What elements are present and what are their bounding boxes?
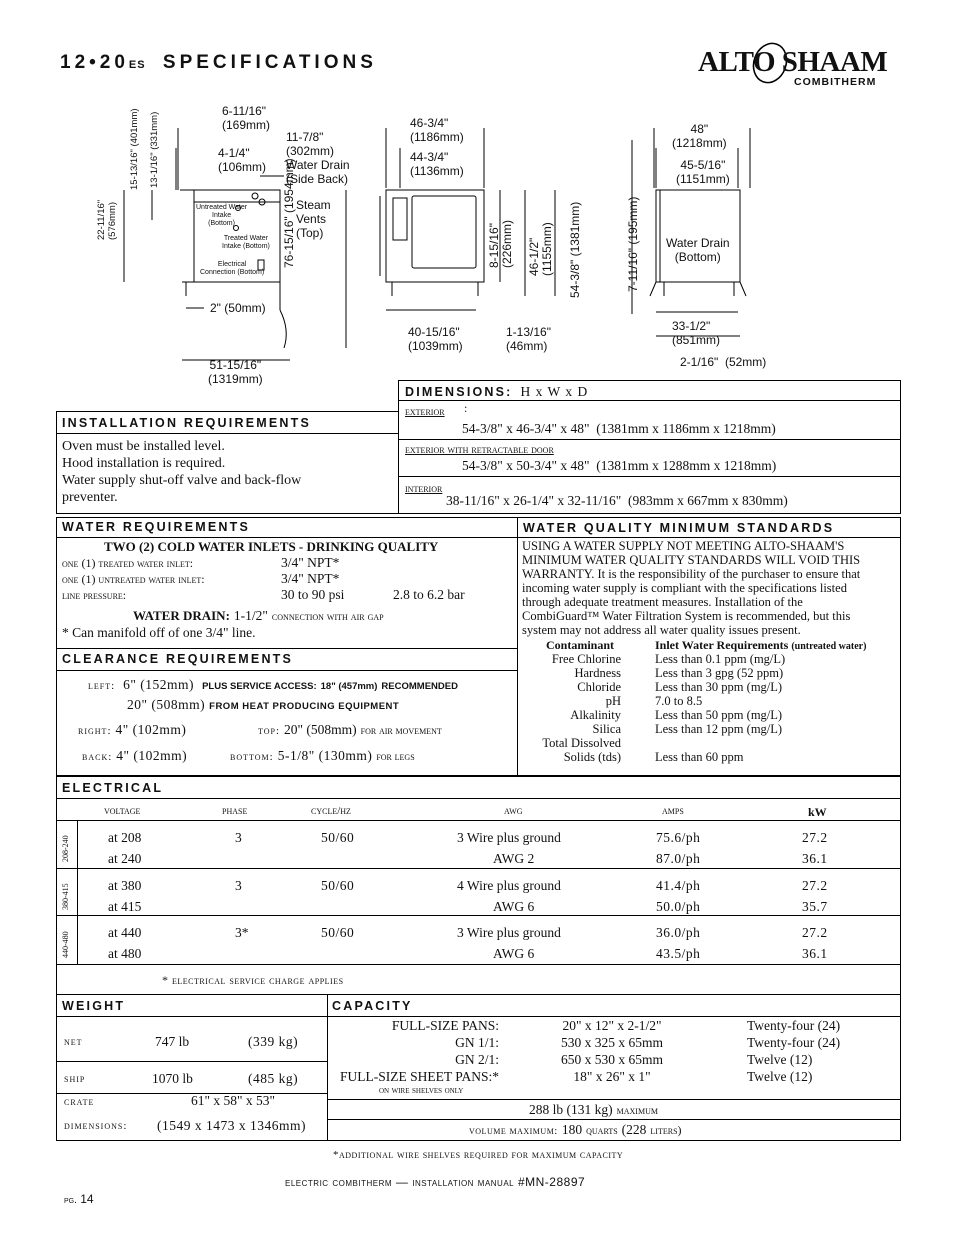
electrical-cell-awg: AWG 6 (493, 899, 535, 914)
exterior-value: 54-3/8" x 46-3/4" x 48" (1381mm x 1186mm x 1218mm) (462, 421, 776, 436)
electrical-cell-v: at 440 (108, 925, 142, 940)
electrical-cell-kw: 27.2 (802, 878, 828, 893)
dim-back-drain: Water Drain (Bottom) (666, 236, 730, 264)
dim-back-v1: 7-11/16" (195mm) (626, 196, 640, 292)
electrical-cell-v: at 415 (108, 899, 142, 914)
electrical-note: * electrical service charge applies (162, 973, 344, 987)
col-amps: amps (662, 805, 684, 817)
callout-untreated: Untreated Water Intake (Bottom) (196, 204, 248, 227)
water-drain: WATER DRAIN: 1-1/2" connection with air gap (133, 608, 384, 623)
quality-col-requirements: Inlet Water Requirements (untreated water) (655, 638, 867, 652)
electrical-cell-kw: 27.2 (802, 925, 828, 940)
electrical-cell-kw: 35.7 (802, 899, 828, 914)
capacity-footnote: *additional wire shelves required for maximum capacity (333, 1149, 624, 1161)
capacity-label: FULL-SIZE SHEET PANS:* (339, 1069, 499, 1084)
crate-label: crate (64, 1096, 95, 1108)
electrical-cell-awg: AWG 2 (493, 851, 535, 866)
table-row: Chloride Less than 30 ppm (mg/L) (577, 680, 783, 694)
capacity-count: Twelve (12) (747, 1069, 813, 1084)
dim-back-leg: 2-1/16" (52mm) (680, 355, 767, 369)
dim-front-v3: 54-3/8" (1381mm) (568, 201, 582, 298)
net-lb: 747 lb (155, 1034, 190, 1049)
water-note: * Can manifold off of one 3/4" line. (62, 625, 256, 640)
installation-line: Water supply shut-off valve and back-flow (62, 473, 302, 488)
dim-front-v2: 46-1/2" (1155mm) (527, 222, 554, 276)
dim-side-width: 6-11/16" (169mm) (222, 104, 271, 132)
electrical-cell-awg: 3 Wire plus ground (457, 830, 561, 845)
capacity-count: Twelve (12) (747, 1052, 813, 1067)
dim-total-depth: 76-15/16" (1954mm) (282, 158, 296, 268)
capacity-label: GN 1/1: (455, 1035, 499, 1050)
col-kw: kW (808, 805, 827, 819)
brand-sub: COMBITHERM (794, 76, 877, 88)
clearance-left: left: 6" (152mm) PLUS SERVICE ACCESS: 18" (457mm) RECOMMENDED (88, 677, 458, 692)
voltage-group-tag: 380-415 (61, 882, 70, 910)
treated-label: one (1) treated water inlet: (62, 556, 194, 570)
net-kg: (339 kg) (248, 1034, 299, 1049)
unit-drawings (0, 100, 954, 395)
clearance-back: back: 4" (102mm) (82, 748, 188, 763)
capacity-label: GN 2/1: (455, 1052, 499, 1067)
clearance-bottom: bottom: 5-1/8" (130mm) for legs (230, 748, 415, 763)
ship-label: ship (64, 1073, 86, 1085)
electrical-cell-kw: 27.2 (802, 830, 828, 845)
electrical-heading: ELECTRICAL (62, 781, 164, 795)
capacity-max-weight: 288 lb (131 kg) maximum (529, 1102, 658, 1117)
exterior-label: exterior (405, 404, 445, 418)
brand-logo (696, 36, 896, 92)
dim-back-base: 33-1/2" (851mm) (672, 319, 721, 347)
electrical-cell-amps: 75.6/ph (656, 830, 701, 845)
dim-front-base: 40-15/16" (1039mm) (408, 325, 463, 353)
pressure-psi: 30 to 90 psi (281, 587, 345, 602)
capacity-size: 530 x 325 x 65mm (560, 1035, 663, 1050)
clearance-left2: 20" (508mm) FROM HEAT PRODUCING EQUIPMENT (127, 697, 400, 712)
untreated-value: 3/4" NPT* (281, 571, 340, 586)
capacity-count: Twenty-four (24) (747, 1018, 841, 1033)
col-hz: cycle/hz (311, 805, 351, 817)
clearance-top: top: 20" (508mm) for air movement (258, 722, 442, 737)
table-row: Silica Less than 12 ppm (mg/L) (592, 722, 783, 736)
dim-front-inner: 44-3/4" (1136mm) (410, 150, 464, 178)
electrical-cell-phase: 3* (235, 925, 249, 940)
col-voltage: voltage (104, 805, 141, 817)
ship-kg: (485 kg) (248, 1071, 299, 1086)
crate-value: 61" x 58" x 53" (191, 1093, 276, 1108)
installation-line: Hood installation is required. (62, 456, 226, 471)
capacity-volume: volume maximum: 180 quarts (228 liters) (469, 1122, 682, 1137)
dim-water-drain: 11-7/8" (302mm) Water Drain (Side Back) (286, 130, 350, 186)
pressure-bar: 2.8 to 6.2 bar (393, 587, 465, 602)
electrical-cell-v: at 380 (108, 878, 142, 893)
front-view-drawing (380, 128, 555, 310)
retract-value: 54-3/8" x 50-3/4" x 48" (1381mm x 1288mm x 1218mm) (462, 458, 777, 473)
table-row: pH 7.0 to 8.5 (605, 694, 703, 708)
electrical-cell-kw: 36.1 (802, 851, 828, 866)
page-title (60, 52, 377, 74)
crate-dimensions: (1549 x 1473 x 1346mm) (157, 1118, 306, 1133)
table-row: Alkalinity Less than 50 ppm (mg/L) (570, 708, 783, 722)
electrical-cell-amps: 41.4/ph (656, 878, 701, 893)
electrical-cell-awg: AWG 6 (493, 946, 535, 961)
quality-col-contaminant: Contaminant (546, 638, 615, 652)
electrical-cell-hz: 50/60 (321, 878, 355, 893)
quality-heading: WATER QUALITY MINIMUM STANDARDS (523, 521, 835, 535)
clearance-heading: CLEARANCE REQUIREMENTS (62, 652, 294, 666)
dim-front-v1: 8-15/16" (226mm) (487, 219, 514, 268)
capacity-size: 20" x 12" x 2-1/2" (562, 1018, 662, 1033)
table-row: Hardness Less than 3 gpg (52 ppm) (574, 666, 784, 680)
electrical-cell-hz: 50/60 (321, 925, 355, 940)
capacity-label: FULL-SIZE PANS: (391, 1018, 499, 1033)
quality-table (522, 652, 785, 764)
table-row: Total Dissolved (542, 736, 621, 750)
electrical-cell-v: at 480 (108, 946, 142, 961)
electrical-cell-phase: 3 (235, 878, 242, 893)
pressure-label: line pressure: (62, 588, 127, 602)
dim-side-v2: 13-1/16" (331mm) (149, 111, 160, 188)
dim-leg: 2" (50mm) (210, 301, 266, 315)
net-label: net (64, 1036, 83, 1048)
installation-line: preventer. (62, 490, 118, 505)
dim-back-inner: 45-5/16" (1151mm) (676, 158, 730, 186)
voltage-group-tag: 208-240 (61, 835, 70, 862)
capacity-count: Twenty-four (24) (747, 1035, 841, 1050)
retract-label: exterior with retractable door (405, 442, 554, 456)
shelves-note: on wire shelves only (379, 1085, 464, 1096)
water-title: TWO (2) COLD WATER INLETS - DRINKING QUALITY (104, 539, 439, 554)
weight-heading: WEIGHT (62, 999, 126, 1013)
model-suffix: ES (128, 59, 146, 71)
brand-name: ALTO SHAAM (698, 46, 888, 78)
dim-steam-vents: Steam Vents (Top) (296, 198, 331, 240)
dim-side-depth: 51-15/16" (1319mm) (208, 358, 263, 386)
page-number: pg. 14 (64, 1192, 94, 1206)
electrical-cell-v: at 240 (108, 851, 142, 866)
title-text: SPECIFICATIONS (162, 52, 377, 73)
treated-value: 3/4" NPT* (281, 555, 340, 570)
col-awg: awg (504, 805, 523, 817)
capacity-size: 18" x 26" x 1" (573, 1069, 651, 1084)
electrical-cell-amps: 50.0/ph (656, 899, 701, 914)
dim-back-width: 48" (1218mm) (672, 122, 727, 150)
quality-text: USING A WATER SUPPLY NOT MEETING ALTO-SHAAM'S MINIMUM WATER QUALITY STANDARDS WILL VOID THIS WARRANTY. It is the responsibility of the purchaser to ensure that incoming water supply is compliant with the specifications listed through adequate treatment measures. Installation of the CombiGuard™ Water Filtration System is recommended, but this system may not address all water quality issues present. (522, 539, 861, 637)
dim-side-v3: 22-11/16" (576mm) (96, 199, 118, 240)
electrical-cell-kw: 36.1 (802, 946, 828, 961)
electrical-cell-hz: 50/60 (321, 830, 355, 845)
callout-treated: Treated Water Intake (Bottom) (222, 235, 270, 250)
electrical-cell-awg: 3 Wire plus ground (457, 925, 561, 940)
electrical-cell-phase: 3 (235, 830, 242, 845)
dim-side-inset: 4-1/4" (106mm) (218, 146, 267, 174)
water-heading: WATER REQUIREMENTS (62, 520, 250, 534)
dimensions-heading: DIMENSIONS: H x W x D (405, 384, 589, 399)
dim-side-v1: 15-13/16" (401mm) (129, 108, 140, 190)
dimensions-label: dimensions: (64, 1120, 128, 1132)
electrical-cell-amps: 43.5/ph (656, 946, 701, 961)
callout-electrical: Electrical Connection (Bottom) (200, 261, 265, 276)
dim-front-width: 46-3/4" (1186mm) (410, 116, 464, 144)
electrical-cell-amps: 36.0/ph (656, 925, 701, 940)
installation-line: Oven must be installed level. (62, 439, 225, 454)
model-number: 12•20 (60, 52, 129, 73)
table-row: Solids (tds) Less than 60 ppm (563, 750, 744, 764)
table-row: Free Chlorine Less than 0.1 ppm (mg/L) (551, 652, 786, 666)
interior-label: interior (405, 481, 443, 495)
voltage-group-tag: 440-480 (61, 930, 70, 958)
untreated-label: one (1) untreated water inlet: (62, 572, 205, 586)
col-phase: phase (222, 805, 248, 817)
installation-text (62, 438, 301, 506)
footer-manual: electric combitherm — installation manual #MN-28897 (285, 1175, 586, 1189)
electrical-cell-amps: 87.0/ph (656, 851, 701, 866)
capacity-heading: CAPACITY (332, 999, 413, 1013)
installation-heading: INSTALLATION REQUIREMENTS (62, 416, 311, 430)
capacity-size: 650 x 530 x 65mm (560, 1052, 663, 1067)
dim-front-leg: 1-13/16" (46mm) (506, 325, 551, 353)
ship-lb: 1070 lb (152, 1071, 193, 1086)
electrical-cell-awg: 4 Wire plus ground (457, 878, 561, 893)
interior-value: 38-11/16" x 26-1/4" x 32-11/16" (983mm x 667mm x 830mm) (446, 493, 788, 508)
clearance-right: right: 4" (102mm) (78, 722, 187, 737)
electrical-cell-v: at 208 (108, 830, 142, 845)
